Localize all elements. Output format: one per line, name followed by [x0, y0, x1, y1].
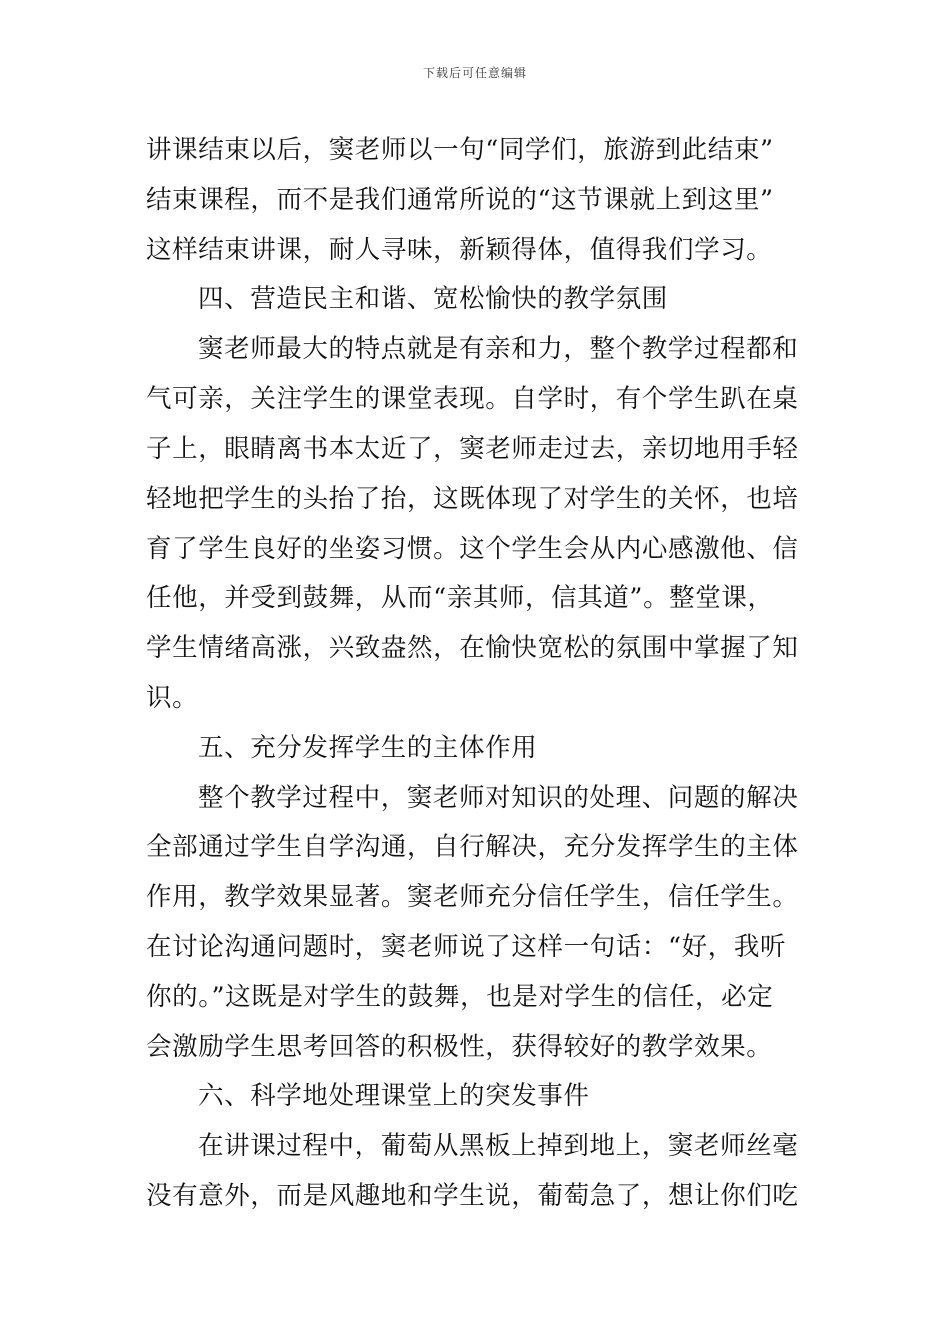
text-line: 作用，教学效果显著。窦老师充分信任学生，信任学生。 — [146, 882, 799, 912]
text-line: 结束课程，而不是我们通常所说的“这节课就上到这里” — [146, 185, 774, 215]
section-heading-4: 四、营造民主和谐、宽松愉快的教学氛围 — [198, 284, 668, 314]
text-line: 整个教学过程中，窦老师对知识的处理、问题的解决 — [198, 783, 799, 813]
text-line: 讲课结束以后，窦老师以一句“同学们，旅游到此结束” — [146, 135, 774, 165]
text-line: 任他，并受到鼓舞，从而“亲其师，信其道”。整堂课， — [146, 583, 774, 613]
text-line: 全部通过学生自学沟通，自行解决，充分发挥学生的主体 — [146, 832, 799, 862]
text-line: 窦老师最大的特点就是有亲和力，整个教学过程都和 — [198, 334, 799, 364]
text-line: 在讨论沟通问题时，窦老师说了这样一句话：“好，我听 — [146, 932, 787, 962]
text-line: 会激励学生思考回答的积极性，获得较好的教学效果。 — [146, 1032, 773, 1062]
section-heading-5: 五、充分发挥学生的主体作用 — [198, 733, 538, 763]
text-line: 气可亲，关注学生的课堂表现。自学时，有个学生趴在桌 — [146, 384, 799, 414]
text-line: 你的。”这既是对学生的鼓舞，也是对学生的信任，必定 — [146, 982, 774, 1012]
text-line: 学生情绪高涨，兴致盎然，在愉快宽松的氛围中掌握了知 — [146, 633, 799, 663]
text-line: 这样结束讲课，耐人寻味，新颖得体，值得我们学习。 — [146, 235, 773, 265]
text-line: 在讲课过程中，葡萄从黑板上掉到地上，窦老师丝毫 — [198, 1131, 799, 1161]
header-note: 下载后可任意编辑 — [422, 66, 527, 80]
text-line: 子上，眼睛离书本太近了，窦老师走过去，亲切地用手轻 — [146, 434, 799, 464]
section-heading-6: 六、科学地处理课堂上的突发事件 — [198, 1081, 590, 1111]
text-line: 育了学生良好的坐姿习惯。这个学生会从内心感激他、信 — [146, 534, 799, 564]
text-line: 没有意外，而是风趣地和学生说，葡萄急了，想让你们吃 — [146, 1181, 799, 1211]
text-line: 识。 — [146, 683, 199, 713]
text-line: 轻地把学生的头抬了抬，这既体现了对学生的关怀，也培 — [146, 484, 799, 514]
